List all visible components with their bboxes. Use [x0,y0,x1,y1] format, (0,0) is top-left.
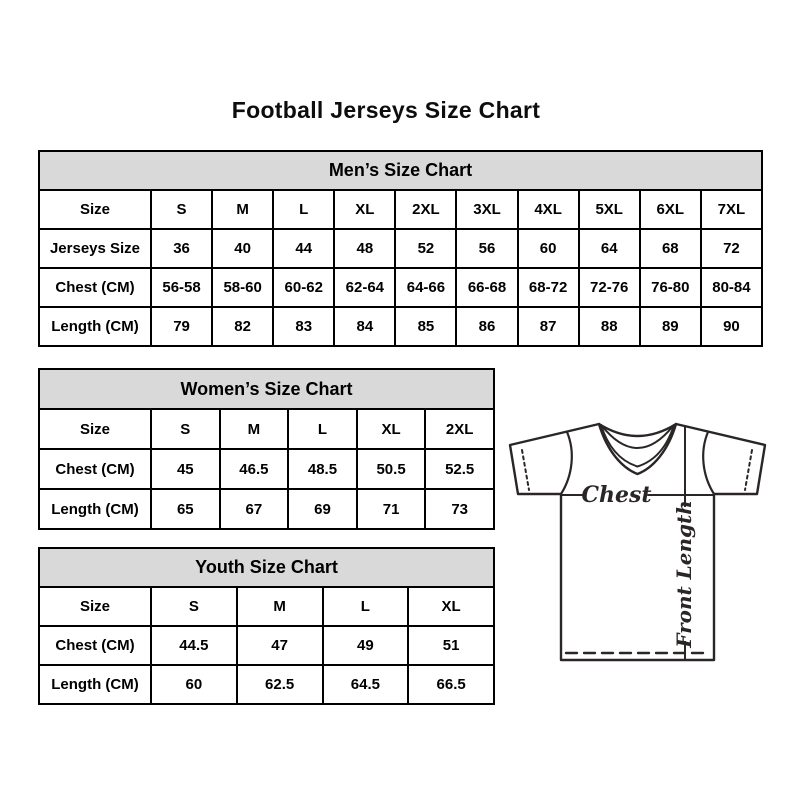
mens-cell: 89 [640,307,701,346]
womens-cell: 71 [357,489,426,529]
mens-cell: 66-68 [456,268,517,307]
mens-header-s: S [151,190,212,229]
womens-cell: 52.5 [425,449,494,489]
mens-cell: 79 [151,307,212,346]
mens-cell: 60-62 [273,268,334,307]
front-length-label: Front Length [672,500,696,648]
womens-size-chart-table [38,368,495,530]
youth-size-chart-table [38,547,495,705]
mens-cell: 85 [395,307,456,346]
youth-row-label: Length (CM) [39,665,151,704]
mens-header-6xl: 6XL [640,190,701,229]
mens-cell: 68-72 [518,268,579,307]
womens-cell: 48.5 [288,449,357,489]
mens-row-label: Chest (CM) [39,268,151,307]
mens-header-m: M [212,190,273,229]
mens-table [38,150,763,347]
youth-table-title: Youth Size Chart [39,548,494,587]
womens-header-2xl: 2XL [425,409,494,449]
mens-cell: 64 [579,229,640,268]
mens-cell: 83 [273,307,334,346]
womens-cell: 50.5 [357,449,426,489]
mens-cell: 88 [579,307,640,346]
womens-cell: 65 [151,489,220,529]
mens-table-title: Men’s Size Chart [39,151,762,190]
youth-row [39,626,494,665]
mens-size-chart-table [38,150,763,347]
mens-cell: 80-84 [701,268,762,307]
womens-table-title: Women’s Size Chart [39,369,494,409]
page-title: Football Jerseys Size Chart [231,97,541,123]
youth-header-l: L [323,587,409,626]
cuff-dashed-line-right [745,450,752,490]
mens-header-5xl: 5XL [579,190,640,229]
youth-cell: 64.5 [323,665,409,704]
mens-cell: 44 [273,229,334,268]
youth-cell: 62.5 [237,665,323,704]
mens-cell: 48 [334,229,395,268]
mens-cell: 64-66 [395,268,456,307]
mens-cell: 76-80 [640,268,701,307]
mens-cell: 68 [640,229,701,268]
mens-row-label: Jerseys Size [39,229,151,268]
mens-cell: 62-64 [334,268,395,307]
youth-header-m: M [237,587,323,626]
chest-label: Chest [581,482,652,508]
youth-cell: 47 [237,626,323,665]
womens-header-s: S [151,409,220,449]
mens-cell: 36 [151,229,212,268]
womens-table [38,368,495,530]
youth-header-label: Size [39,587,151,626]
mens-header-l: L [273,190,334,229]
womens-cell: 73 [425,489,494,529]
mens-row-label: Length (CM) [39,307,151,346]
womens-cell: 46.5 [220,449,289,489]
womens-header-xl: XL [357,409,426,449]
womens-cell: 69 [288,489,357,529]
sleeve-seam-left [561,432,572,494]
mens-cell: 84 [334,307,395,346]
mens-header-2xl: 2XL [395,190,456,229]
womens-row-label: Length (CM) [39,489,151,529]
mens-row [39,307,762,346]
mens-cell: 52 [395,229,456,268]
mens-cell: 72-76 [579,268,640,307]
youth-cell: 66.5 [408,665,494,704]
jersey-outline [510,424,765,660]
womens-header-l: L [288,409,357,449]
mens-cell: 86 [456,307,517,346]
mens-row [39,229,762,268]
womens-cell: 45 [151,449,220,489]
mens-cell: 82 [212,307,273,346]
youth-header-xl: XL [408,587,494,626]
cuff-dashed-line-left [522,450,529,490]
mens-header-3xl: 3XL [456,190,517,229]
youth-row [39,665,494,704]
mens-cell: 60 [518,229,579,268]
mens-header-label: Size [39,190,151,229]
mens-cell: 56-58 [151,268,212,307]
youth-cell: 60 [151,665,237,704]
mens-cell: 72 [701,229,762,268]
sleeve-seam-right [703,432,714,494]
youth-cell: 49 [323,626,409,665]
womens-row-label: Chest (CM) [39,449,151,489]
mens-cell: 58-60 [212,268,273,307]
mens-cell: 87 [518,307,579,346]
womens-cell: 67 [220,489,289,529]
jersey-measurement-diagram [505,413,769,675]
womens-row [39,449,494,489]
womens-row [39,489,494,529]
womens-header-m: M [220,409,289,449]
youth-table [38,547,495,705]
mens-row [39,268,762,307]
mens-header-4xl: 4XL [518,190,579,229]
mens-cell: 90 [701,307,762,346]
mens-header-7xl: 7XL [701,190,762,229]
mens-header-xl: XL [334,190,395,229]
mens-cell: 40 [212,229,273,268]
youth-cell: 51 [408,626,494,665]
womens-header-label: Size [39,409,151,449]
youth-row-label: Chest (CM) [39,626,151,665]
mens-cell: 56 [456,229,517,268]
youth-cell: 44.5 [151,626,237,665]
youth-header-s: S [151,587,237,626]
